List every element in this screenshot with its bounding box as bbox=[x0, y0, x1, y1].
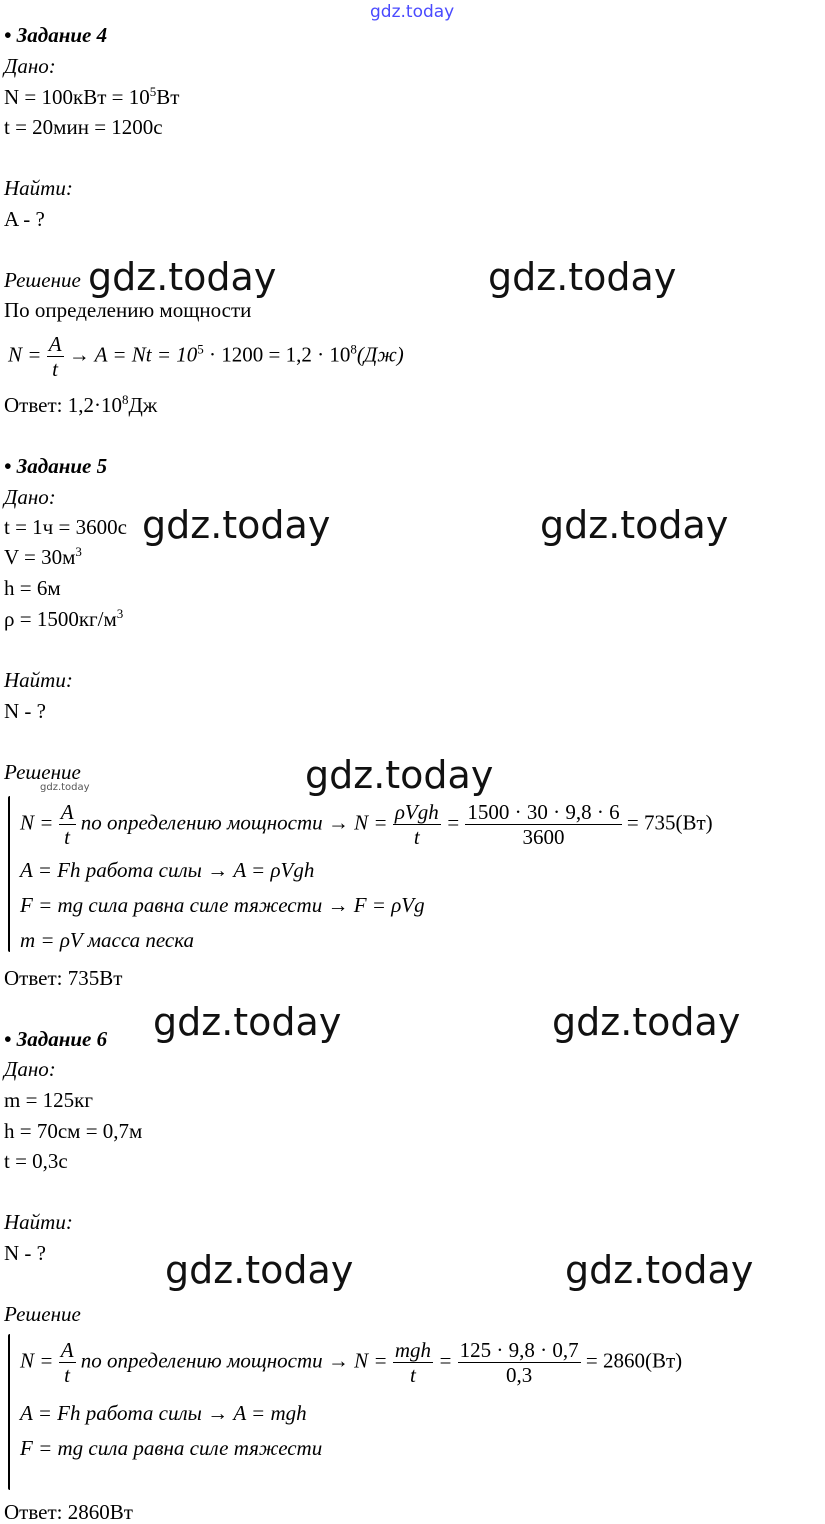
answer-exponent: 8 bbox=[121, 392, 129, 407]
fraction bbox=[59, 1338, 76, 1387]
watermark-small: gdz.today bbox=[40, 782, 90, 793]
task5-system-line3: F = mg сила равна силе тяжести → F = ρVg bbox=[20, 893, 425, 917]
eq-text: по определению мощности → N = bbox=[80, 810, 388, 835]
watermark: gdz.today bbox=[305, 753, 494, 797]
numerator: 1500 · 30 · 9,8 · 6 bbox=[467, 800, 620, 824]
task5-solution-label: Решение bbox=[4, 760, 81, 784]
task6-given-time: t = 0,3с bbox=[4, 1149, 68, 1173]
task5-system-line4: m = ρV масса песка bbox=[20, 928, 195, 952]
fraction bbox=[465, 800, 621, 849]
task6-system-line1 bbox=[20, 1338, 682, 1387]
task4-find: A - ? bbox=[4, 207, 45, 231]
eq-lhs: N = bbox=[20, 810, 54, 835]
fraction bbox=[47, 332, 64, 381]
task6-given-height: h = 70см = 0,7м bbox=[4, 1119, 143, 1143]
eq-result: = 735(Вт) bbox=[626, 810, 713, 835]
equals: = bbox=[438, 1348, 453, 1373]
denominator: t bbox=[413, 825, 420, 850]
numerator: mgh bbox=[394, 1338, 431, 1362]
watermark: gdz.today bbox=[565, 1248, 754, 1292]
task4-given-time: t = 20мин = 1200с bbox=[4, 115, 163, 139]
exponent: 5 bbox=[197, 341, 204, 357]
task4-solution-text: По определению мощности bbox=[4, 298, 252, 322]
task6-given-label: Дано: bbox=[4, 1057, 56, 1081]
watermark: gdz.today bbox=[88, 255, 277, 299]
task4-solution-label: Решение bbox=[4, 268, 81, 292]
task5-given-label: Дано: bbox=[4, 485, 56, 509]
watermark: gdz.today bbox=[165, 1248, 354, 1292]
denominator: t bbox=[64, 1363, 71, 1388]
power-value: N = 100кВт = 10 bbox=[4, 85, 150, 109]
power-unit: Вт bbox=[156, 85, 180, 109]
task4-answer bbox=[4, 392, 158, 417]
density-exponent: 3 bbox=[116, 606, 124, 621]
denominator: t bbox=[64, 825, 71, 850]
task4-find-label: Найти: bbox=[4, 176, 73, 200]
numerator: 125 · 9,8 · 0,7 bbox=[459, 1338, 579, 1362]
numerator: A bbox=[48, 332, 62, 356]
system-brace bbox=[8, 1334, 10, 1490]
task6-title: • Задание 6 bbox=[4, 1027, 108, 1051]
numerator: ρVgh bbox=[394, 800, 439, 824]
watermark: gdz.today bbox=[153, 1000, 342, 1044]
system-brace bbox=[8, 796, 10, 952]
task6-given-mass: m = 125кг bbox=[4, 1088, 93, 1112]
formula-rest: → A = Nt = 10 bbox=[68, 342, 198, 367]
answer-unit: Дж bbox=[128, 393, 158, 417]
watermark-top: gdz.today bbox=[370, 2, 455, 22]
task6-system-line3: F = mg сила равна силе тяжести bbox=[20, 1436, 323, 1460]
formula-rest2: · 1200 = 1,2 · 10 bbox=[203, 342, 351, 367]
eq-lhs: N = bbox=[20, 1348, 54, 1373]
task5-given-height: h = 6м bbox=[4, 576, 61, 600]
answer-prefix: Ответ: 1,2·10 bbox=[4, 393, 122, 417]
task4-given-power bbox=[4, 84, 180, 109]
task6-system-line2: A = Fh работа силы → A = mgh bbox=[20, 1401, 307, 1425]
eq-text: по определению мощности → N = bbox=[80, 1348, 388, 1373]
watermark: gdz.today bbox=[552, 1000, 741, 1044]
task5-given-time: t = 1ч = 3600с bbox=[4, 515, 127, 539]
denominator: t bbox=[52, 357, 59, 382]
task5-find: N - ? bbox=[4, 699, 46, 723]
formula-lhs: N = bbox=[8, 342, 42, 367]
eq-result: = 2860(Вт) bbox=[585, 1348, 683, 1373]
fraction bbox=[393, 800, 441, 849]
exponent: 8 bbox=[350, 341, 357, 357]
task4-formula bbox=[8, 332, 404, 381]
task5-answer: Ответ: 735Вт bbox=[4, 966, 123, 990]
denominator: 0,3 bbox=[506, 1363, 533, 1388]
power-exponent: 5 bbox=[149, 84, 157, 99]
numerator: A bbox=[60, 800, 74, 824]
equals: = bbox=[445, 810, 461, 835]
numerator: A bbox=[60, 1338, 74, 1362]
task6-find-label: Найти: bbox=[4, 1210, 73, 1234]
task5-given-volume bbox=[4, 544, 82, 569]
task5-title: • Задание 5 bbox=[4, 454, 108, 478]
fraction bbox=[458, 1338, 581, 1387]
fraction bbox=[59, 800, 76, 849]
task5-system-line1 bbox=[20, 800, 713, 849]
task5-given-density bbox=[4, 606, 124, 631]
volume-value: V = 30м bbox=[4, 545, 76, 569]
denominator: 3600 bbox=[522, 825, 565, 850]
formula-unit: (Дж) bbox=[356, 342, 404, 367]
watermark: gdz.today bbox=[142, 503, 331, 547]
denominator: t bbox=[409, 1363, 416, 1388]
task6-find: N - ? bbox=[4, 1241, 46, 1265]
volume-exponent: 3 bbox=[75, 544, 82, 559]
task6-solution-label: Решение bbox=[4, 1302, 81, 1326]
task4-given-label: Дано: bbox=[4, 54, 56, 78]
task4-title: • Задание 4 bbox=[4, 23, 108, 47]
density-value: ρ = 1500кг/м bbox=[4, 607, 117, 631]
task5-system-line2: A = Fh работа силы → A = ρVgh bbox=[20, 858, 315, 882]
fraction bbox=[393, 1338, 433, 1387]
watermark: gdz.today bbox=[488, 255, 677, 299]
watermark: gdz.today bbox=[540, 503, 729, 547]
task5-find-label: Найти: bbox=[4, 668, 73, 692]
task6-answer: Ответ: 2860Вт bbox=[4, 1500, 133, 1524]
